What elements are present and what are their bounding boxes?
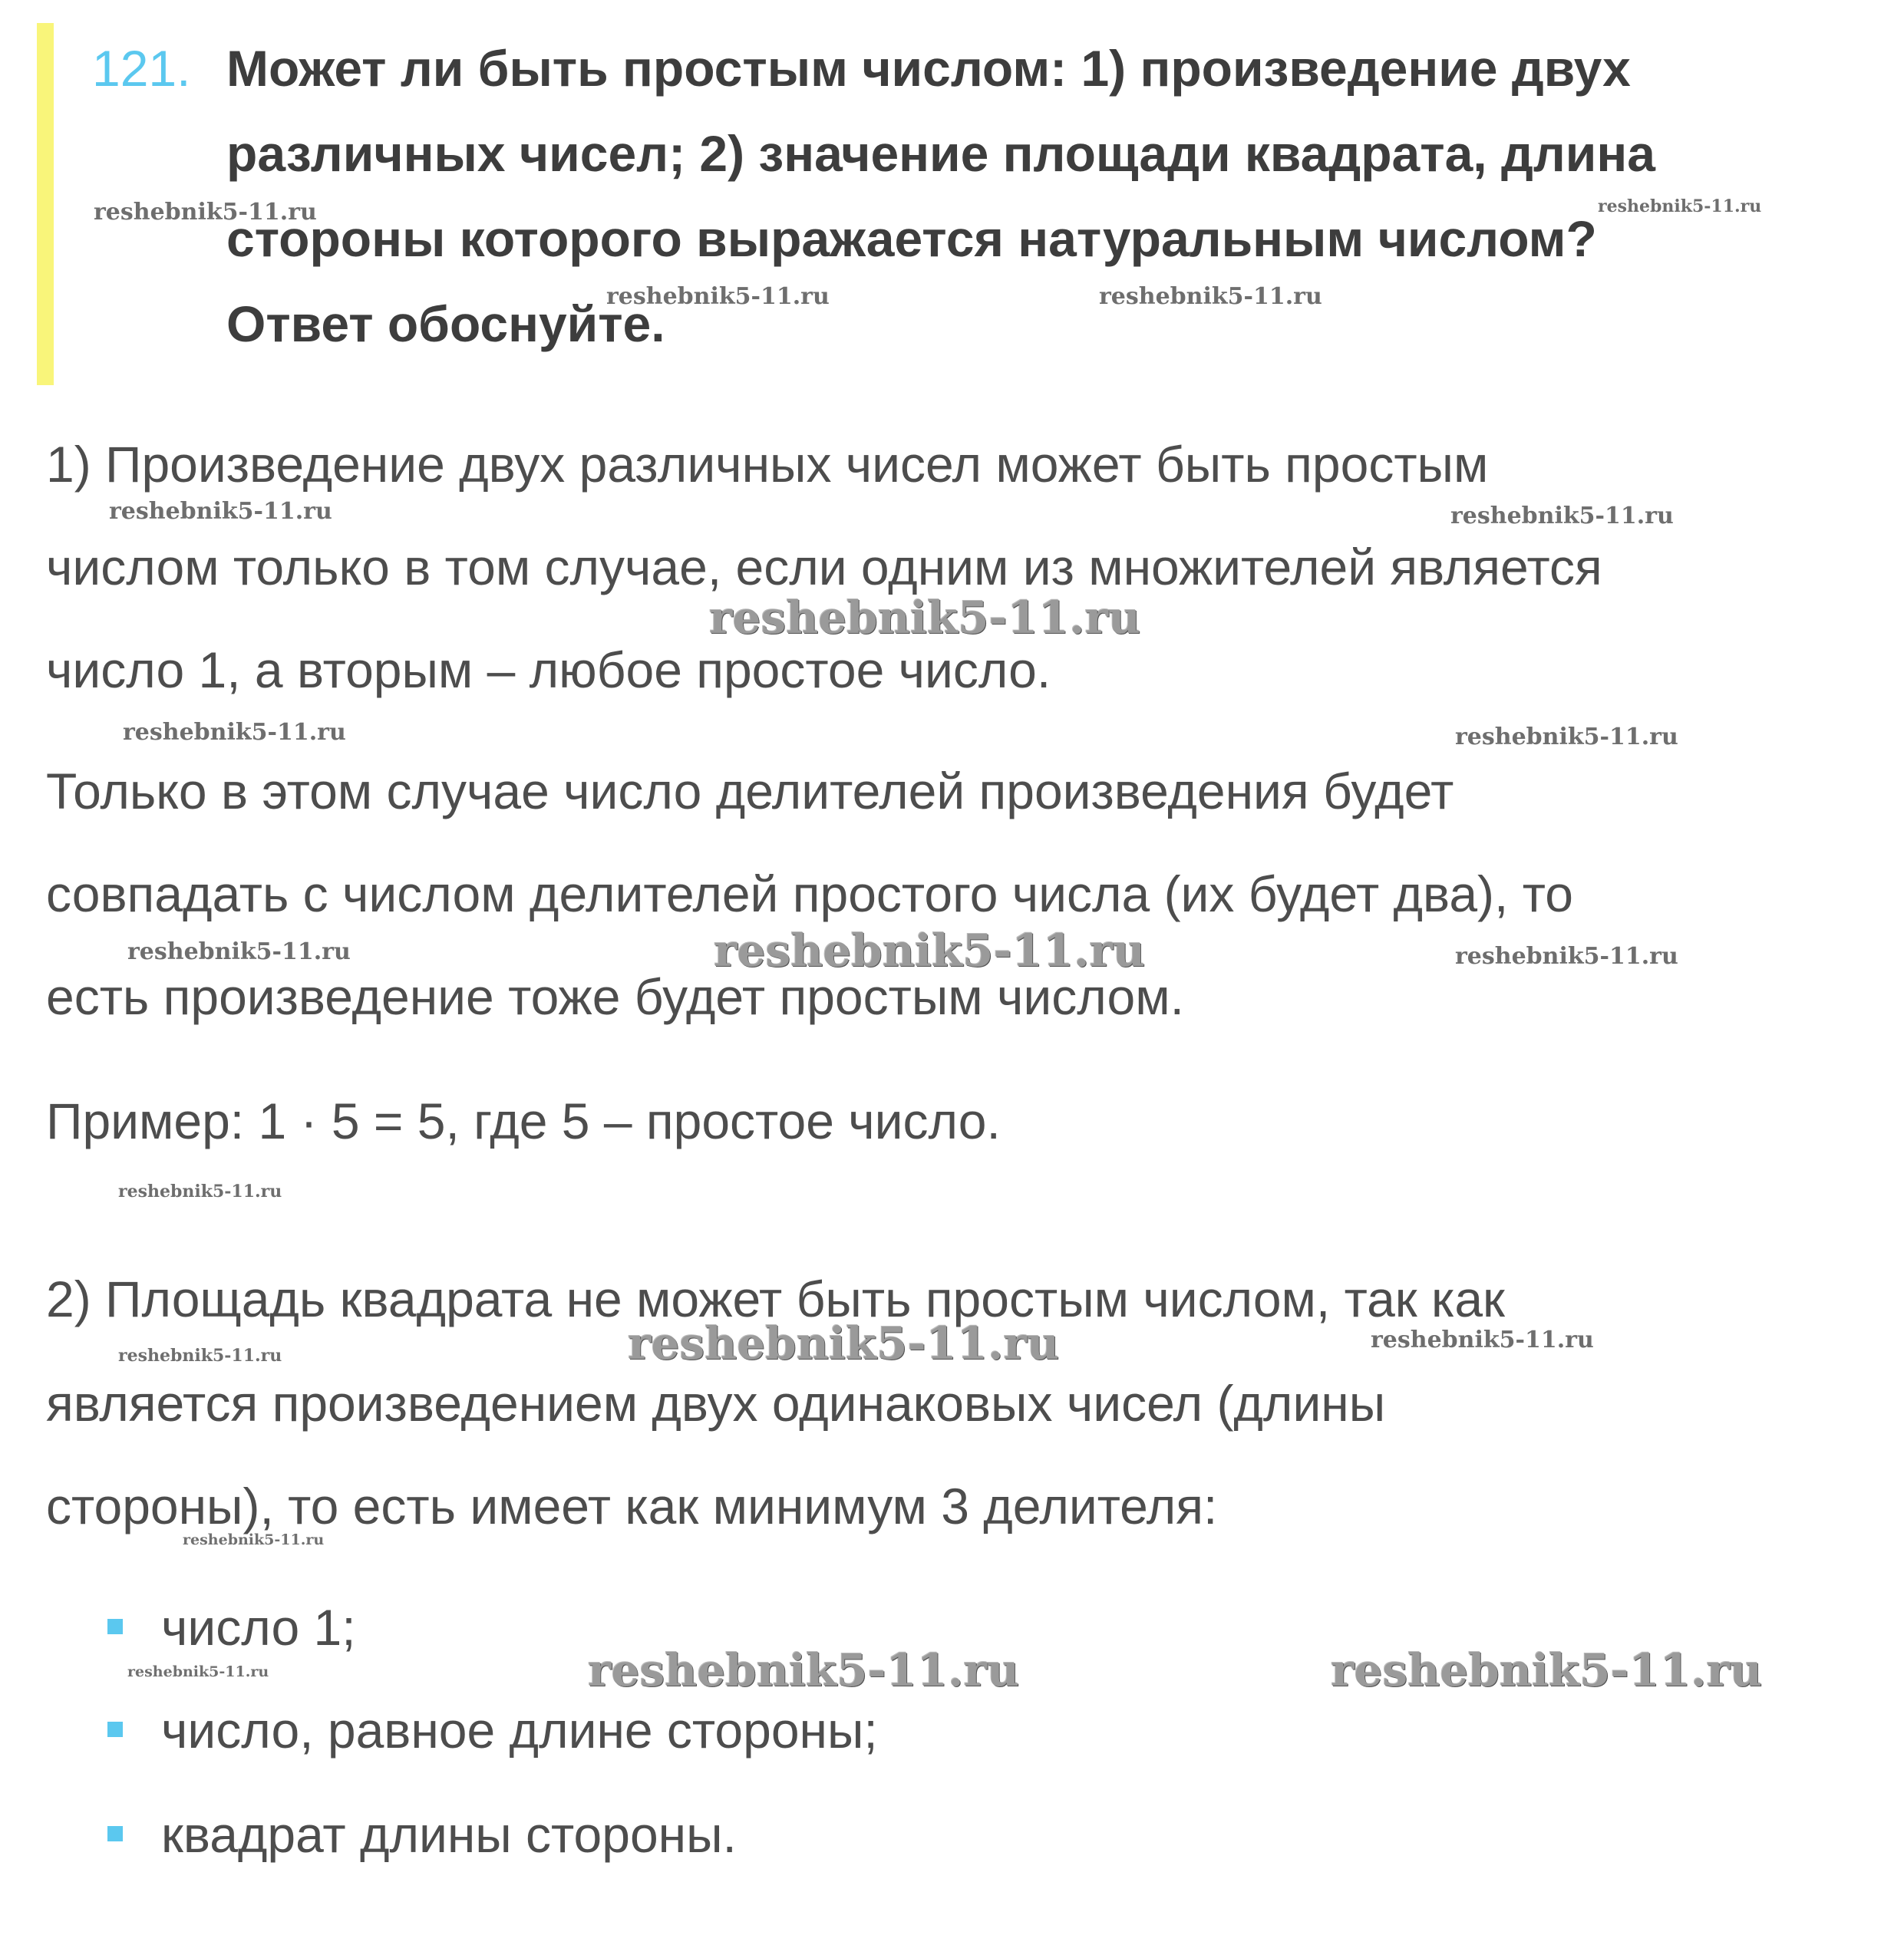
watermark: reshebnik5-11.ru bbox=[714, 925, 1146, 977]
watermark: reshebnik5-11.ru bbox=[628, 1317, 1060, 1370]
answer-line: совпадать с числом делителей простого числа (их будет два), то bbox=[46, 865, 1573, 922]
example-line: Пример: 1 · 5 = 5, где 5 – простое число. bbox=[46, 1093, 1001, 1149]
task-line: Ответ обоснуйте. bbox=[226, 295, 665, 352]
watermark: reshebnik5-11.ru bbox=[1598, 196, 1762, 216]
watermark: reshebnik5-11.ru bbox=[1455, 943, 1678, 970]
answer-line: является произведением двух одинаковых чисел (длины bbox=[46, 1375, 1386, 1432]
watermark: reshebnik5-11.ru bbox=[1455, 724, 1678, 750]
watermark: reshebnik5-11.ru bbox=[606, 283, 830, 310]
watermark: reshebnik5-11.ru bbox=[109, 498, 332, 525]
watermark: reshebnik5-11.ru bbox=[118, 1182, 282, 1202]
answer-line: 1) Произведение двух различных чисел может быть простым bbox=[46, 436, 1489, 493]
watermark: reshebnik5-11.ru bbox=[1371, 1327, 1594, 1353]
answer-line: Только в этом случае число делителей произведения будет bbox=[46, 763, 1454, 819]
answer-line: 2) Площадь квадрата не может быть простым числом, так как bbox=[46, 1271, 1505, 1327]
watermark: reshebnik5-11.ru bbox=[1099, 283, 1322, 310]
task-line: различных чисел; 2) значение площади квадрата, длина bbox=[226, 125, 1655, 182]
square-bullet-icon bbox=[107, 1722, 123, 1737]
square-bullet-icon bbox=[107, 1826, 123, 1841]
watermark: reshebnik5-11.ru bbox=[94, 199, 317, 226]
task-line: Может ли быть простым числом: 1) произведение двух bbox=[226, 40, 1631, 97]
answer-line: число 1, а вторым – любое простое число. bbox=[46, 641, 1051, 698]
square-bullet-icon bbox=[107, 1619, 123, 1634]
watermark: reshebnik5-11.ru bbox=[123, 719, 346, 746]
watermark: reshebnik5-11.ru bbox=[127, 938, 351, 965]
list-item-text: число, равное длине стороны; bbox=[161, 1702, 878, 1759]
watermark: reshebnik5-11.ru bbox=[127, 1663, 269, 1680]
answer-line: стороны), то есть имеет как минимум 3 делителя: bbox=[46, 1478, 1218, 1534]
task-number: 121. bbox=[92, 40, 191, 97]
watermark: reshebnik5-11.ru bbox=[118, 1346, 282, 1366]
task-statement bbox=[226, 40, 1838, 384]
watermark: reshebnik5-11.ru bbox=[588, 1644, 1020, 1696]
watermark: reshebnik5-11.ru bbox=[183, 1531, 325, 1548]
list-item-text: квадрат длины стороны. bbox=[161, 1806, 737, 1863]
watermark: reshebnik5-11.ru bbox=[1331, 1644, 1763, 1696]
watermark: reshebnik5-11.ru bbox=[1450, 503, 1674, 529]
task-highlight-bar bbox=[37, 23, 54, 385]
task-line: стороны которого выражается натуральным числом? bbox=[226, 210, 1597, 267]
answer-line: есть произведение тоже будет простым числом. bbox=[46, 968, 1184, 1025]
watermark: reshebnik5-11.ru bbox=[709, 592, 1141, 644]
list-item-text: число 1; bbox=[161, 1599, 356, 1656]
answer-line: числом только в том случае, если одним из множителей является bbox=[46, 539, 1602, 595]
